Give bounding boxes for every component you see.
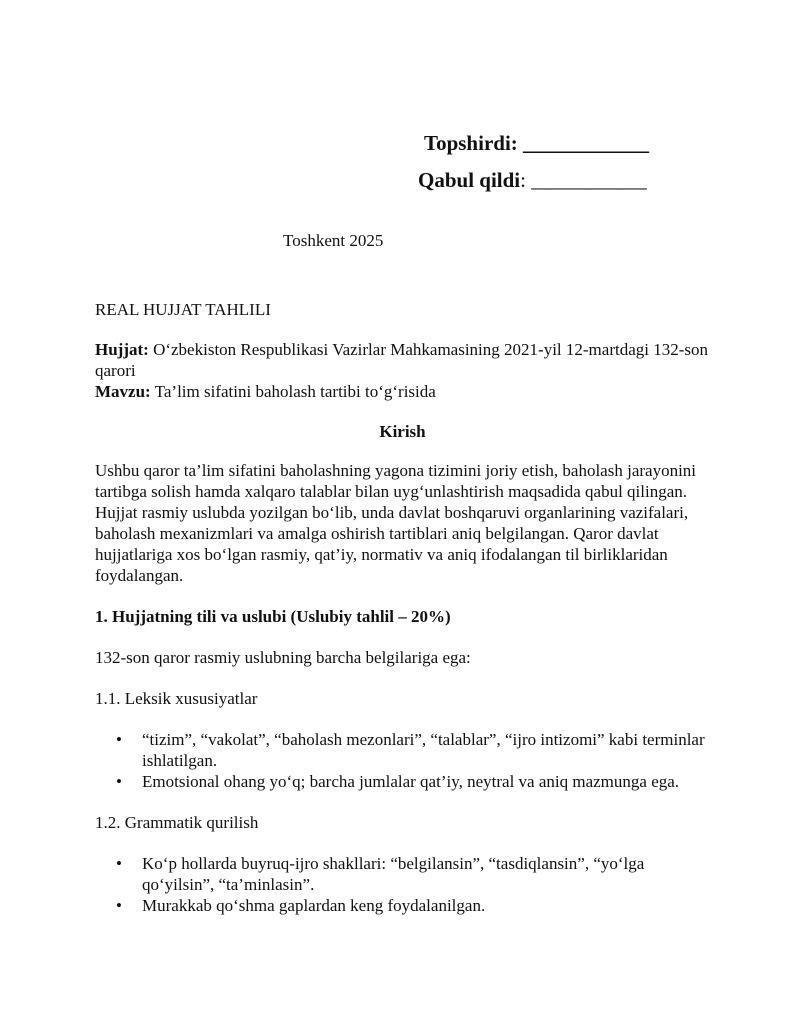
submitted-by-line — [424, 131, 649, 156]
list-item-text: Murakkab qo‘shma gaplardan keng foydalanilgan. — [142, 896, 486, 915]
list-item — [95, 771, 710, 792]
list-item-text: “tizim”, “vakolat”, “baholash mezonlari”, “talablar”, “ijro intizomi” kabi terminlar ishlatilgan. — [142, 730, 705, 770]
document-title: REAL HUJJAT TAHLILI — [95, 300, 271, 319]
section-1-intro: 132-son qaror rasmiy uslubning barcha belgilariga ega: — [95, 648, 471, 667]
document-reference-text: O‘zbekiston Respublikasi Vazirlar Mahkamasining 2021-yil 12-martdagi 132-son qarori — [95, 340, 708, 380]
list-item-text: Emotsional ohang yo‘q; barcha jumlalar qat’iy, neytral va aniq mazmunga ega. — [142, 772, 680, 791]
document-meta — [95, 339, 710, 402]
subsection-1-2-heading: 1.2. Grammatik qurilish — [95, 813, 259, 832]
subsection-1-1-heading: 1.1. Leksik xususiyatlar — [95, 689, 258, 708]
bullet-icon: • — [116, 896, 122, 915]
intro-paragraph: Ushbu qaror ta’lim sifatini baholashning yagona tizimini joriy etish, baholash jarayonini tartibga solish hamda xalqaro talablar bilan uyg‘unlashtirish maqsadida qabul qilingan. Hujjat rasmiy uslubda yozilgan bo‘lib, unda davlat boshqaruvi organlarining vazifalari, baholash mexanizmlari va amalga oshirish tartiblari aniq belgilangan. Qaror davlat hujjatlariga xos bo‘lgan rasmiy, qat’iy, normativ va aniq ifodalangan til birliklaridan foydalangan. — [95, 461, 697, 585]
list-item — [95, 729, 710, 771]
list-item — [95, 853, 710, 895]
document-body — [95, 299, 710, 936]
received-by-line — [418, 168, 647, 193]
submitted-by-label: Topshirdi: — [424, 131, 518, 155]
received-by-colon: : — [520, 168, 526, 192]
document-reference — [95, 339, 710, 381]
document-topic — [95, 381, 710, 402]
intro-heading: Kirish — [379, 422, 426, 441]
grammar-features-list — [95, 853, 710, 916]
list-item-text: Ko‘p hollarda buyruq-ijro shakllari: “belgilansin”, “tasdiqlansin”, “yo‘lga qo‘yilsin”, “ta’minlasin”. — [142, 854, 645, 894]
lexical-features-list — [95, 729, 710, 792]
document-topic-label: Mavzu: — [95, 382, 151, 401]
received-by-label: Qabul qildi — [418, 168, 521, 192]
document-reference-label: Hujjat: — [95, 340, 149, 359]
bullet-icon: • — [116, 772, 122, 791]
city-year: Toshkent 2025 — [283, 231, 384, 250]
bullet-icon: • — [116, 854, 122, 873]
section-1-heading: 1. Hujjatning tili va uslubi (Uslubiy tahlil – 20%) — [95, 607, 451, 626]
document-topic-text: Ta’lim sifatini baholash tartibi to‘g‘risida — [154, 382, 436, 401]
list-item — [95, 895, 710, 916]
received-by-blank: ___________ — [531, 168, 647, 192]
bullet-icon: • — [116, 730, 122, 749]
submitted-by-blank: ____________ — [523, 131, 650, 155]
